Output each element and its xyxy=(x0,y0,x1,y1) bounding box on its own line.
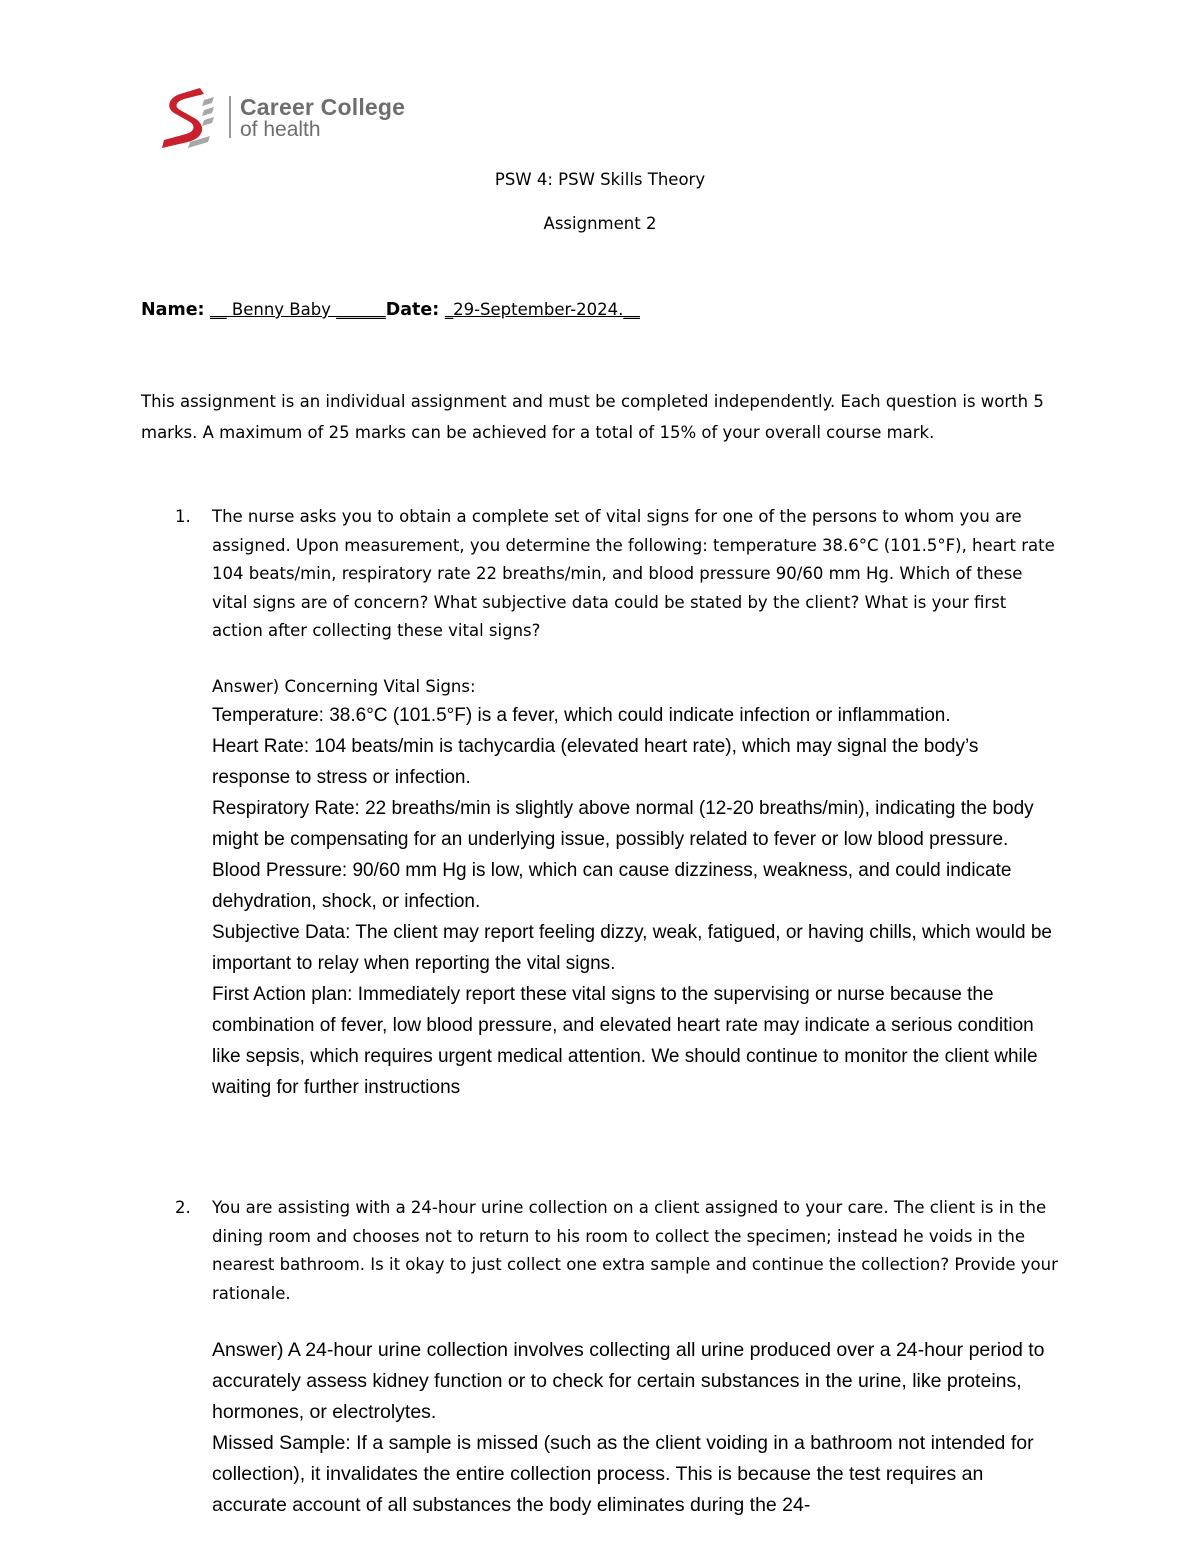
student-info-row xyxy=(141,300,640,320)
answer-paragraph: Subjective Data: The client may report feeling dizzy, weak, fatigued, or having chills, which would be important to relay when reporting the vital signs. xyxy=(212,922,1052,974)
assignment-title: Assignment 2 xyxy=(543,214,657,233)
question-number: 1. xyxy=(175,507,191,526)
answer-paragraph: Respiratory Rate: 22 breaths/min is slightly above normal (12-20 breaths/min), indicating the body might be compensating for an underlying issue, possibly related to fever or low blood pressure. xyxy=(212,798,1034,850)
date-label: Date: xyxy=(385,300,440,320)
assignment-instructions: This assignment is an individual assignment and must be completed independently. Each question is worth 5 marks. A maximum of 25 marks can be achieved for a total of 15% of your overall course mark. xyxy=(141,392,1044,442)
answer-1 xyxy=(212,700,1052,1103)
answer-paragraph: Missed Sample: If a sample is missed (such as the client voiding in a bathroom not intended for collection), it invalidates the entire collection process. This is because the test requires an accurate account of all substances the body eliminates during the 24- xyxy=(212,1432,1034,1516)
question-text: You are assisting with a 24-hour urine collection on a client assigned to your care. The client is in the dining room and chooses not to return to his room to collect the specimen; instead he voids in the nearest bathroom. Is it okay to just collect one extra sample and continue the collection? Provide your rationale. xyxy=(212,1198,1058,1303)
logo-text-line2: of health xyxy=(240,118,321,141)
logo-text-line1: Career College xyxy=(240,94,406,120)
date-value: _29-September-2024.__ xyxy=(444,300,640,319)
name-value: __ Benny Baby ______ xyxy=(210,300,386,319)
question-text: The nurse asks you to obtain a complete set of vital signs for one of the persons to whom you are assigned. Upon measurement, you determine the following: temperature 38.6°C (101.5°F), heart rate 104 beats/min, respiratory rate 22 breaths/min, and blood pressure 90/60 mm Hg. Which of these vital signs are of concern? What subjective data could be stated by the client? What is your first action after collecting these vital signs? xyxy=(212,507,1055,640)
logo-divider xyxy=(229,96,231,138)
college-logo-icon xyxy=(160,86,216,152)
name-label: Name: xyxy=(141,300,205,320)
college-logo xyxy=(160,86,406,152)
question-number: 2. xyxy=(175,1198,191,1217)
answer-paragraph: Heart Rate: 104 beats/min is tachycardia (elevated heart rate), which may signal the body’s response to stress or infection. xyxy=(212,736,979,788)
answer-paragraph: First Action plan: Immediately report these vital signs to the supervising or nurse because the combination of fever, low blood pressure, and elevated heart rate may indicate a serious condition like sepsis, which requires urgent medical attention. We should continue to monitor the client while waiting for further instructions xyxy=(212,984,1038,1098)
answer-paragraph: Blood Pressure: 90/60 mm Hg is low, which can cause dizziness, weakness, and could indicate dehydration, shock, or infection. xyxy=(212,860,1012,912)
course-title: PSW 4: PSW Skills Theory xyxy=(494,170,706,189)
answer-paragraph: Temperature: 38.6°C (101.5°F) is a fever, which could indicate infection or inflammation. xyxy=(212,705,951,726)
answer-2 xyxy=(212,1335,1062,1521)
answer-paragraph: Answer) A 24-hour urine collection involves collecting all urine produced over a 24-hour period to accurately assess kidney function or to check for certain substances in the urine, like proteins, hormones, or electrolytes. xyxy=(212,1339,1045,1423)
answer-1-label: Answer) Concerning Vital Signs: xyxy=(212,677,476,696)
